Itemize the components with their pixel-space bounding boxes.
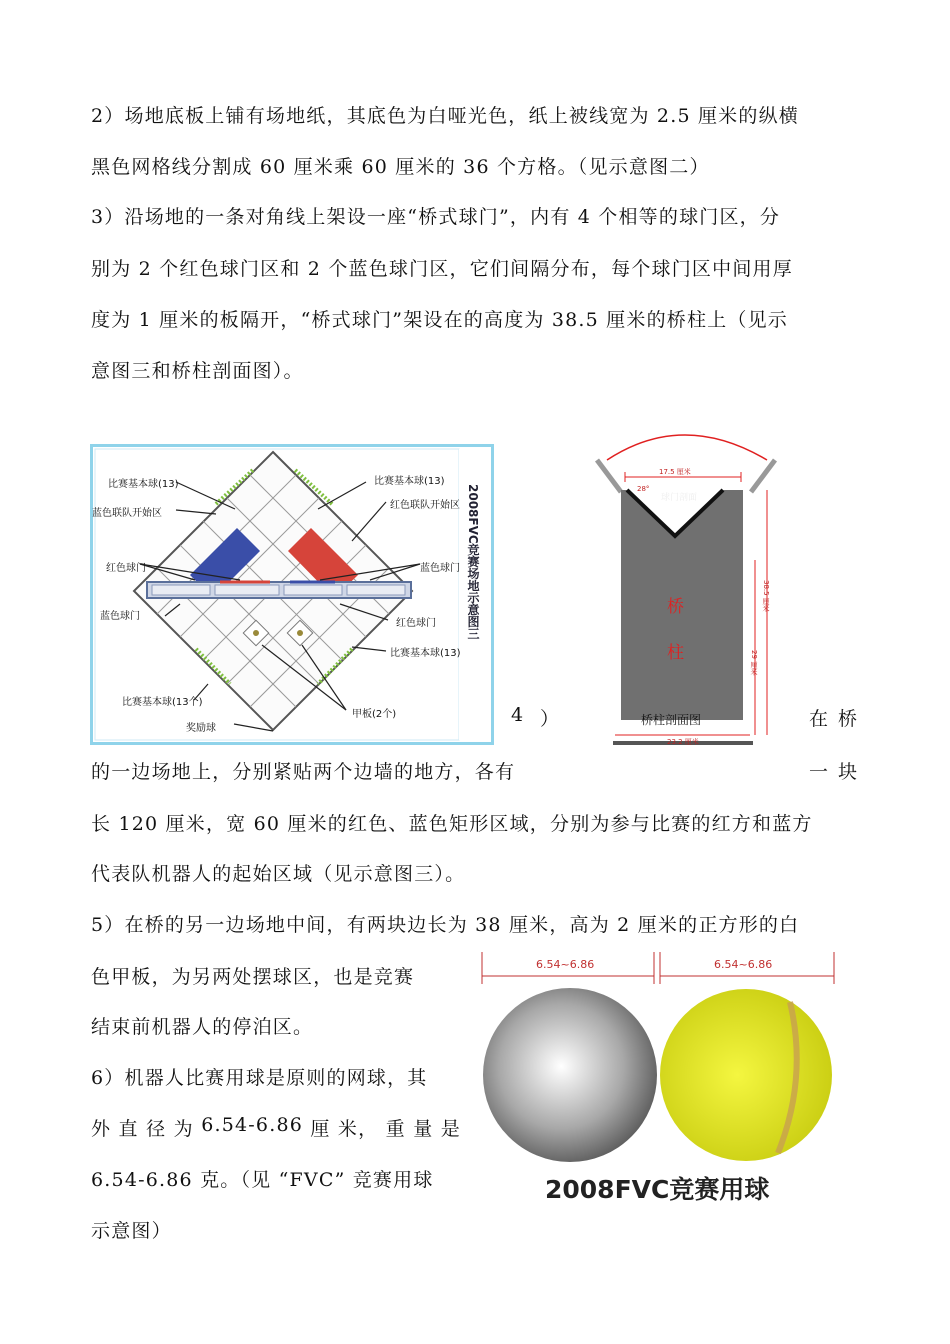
p4-number: 4: [511, 704, 524, 726]
label-red-goal-left: 红色球门: [106, 563, 146, 574]
p4-line2-end-a: 一: [809, 761, 829, 783]
pillar-dim-height-total: 38.5 厘米: [762, 580, 770, 612]
pillar-dim-small-angle: 28°: [637, 485, 650, 493]
p6-word: 外: [91, 1118, 112, 1140]
p4-line3: 长 120 厘米，宽 60 厘米的红色、蓝色矩形区域，分别为参与比赛的红方和蓝方: [91, 813, 813, 835]
label-reward-ball: 奖励球: [186, 723, 216, 734]
label-basic-ball-br: 比赛基本球(13): [390, 648, 461, 659]
p3-line1: 3）沿场地的一条对角线上架设一座“桥式球门”，内有 4 个相等的球门区，分: [91, 206, 781, 228]
p4-line1-end-b: 桥: [838, 708, 858, 730]
p6-word: 厘: [310, 1118, 331, 1140]
field-diagram: [90, 444, 494, 745]
p6-word: 为: [173, 1118, 194, 1140]
balls-svg: [478, 948, 840, 1168]
balls-dim-right: 6.54~6.86: [714, 958, 773, 971]
p5-line1: 5）在桥的另一边场地中间，有两块边长为 38 厘米，高为 2 厘米的正方形的白: [91, 914, 800, 936]
p3-line3: 度为 1 厘米的板隔开，“桥式球门”架设在的高度为 38.5 厘米的桥柱上（见示: [91, 309, 788, 331]
balls-caption: 2008FVC竞赛用球: [545, 1175, 770, 1204]
p6-word: 直: [118, 1118, 139, 1140]
p6-word: 径: [146, 1118, 167, 1140]
pillar-text-pillar: 柱: [667, 643, 684, 663]
tennis-ball: [660, 989, 832, 1161]
label-blue-start: 蓝色联队开始区: [92, 508, 162, 519]
label-basic-ball-bl: 比赛基本球(13个): [122, 697, 203, 708]
p6-word: 量: [413, 1118, 434, 1140]
pillar-goal-section-label: 球门剖面: [661, 493, 698, 503]
label-deck: 甲板(2个): [352, 709, 397, 720]
pillar-angle: 90 °: [667, 501, 693, 515]
label-blue-goal-left: 蓝色球门: [100, 611, 140, 622]
label-red-start: 红色联队开始区: [390, 500, 460, 511]
pillar-dim-height-lower: 29 厘米: [750, 650, 758, 676]
balls-figure: [478, 948, 840, 1198]
balls-dim-left: 6.54~6.86: [536, 958, 595, 971]
p4-line2-end-b: 块: [838, 761, 858, 783]
field-diagram-title: 2008FVC竞赛场地示意图三: [466, 484, 480, 640]
pillar-text-bridge: 桥: [667, 597, 684, 617]
label-basic-ball-tr: 比赛基本球(13): [374, 476, 445, 487]
p3-line4: 意图三和桥柱剖面图）。: [91, 360, 304, 382]
pillar-dim-base: 23.2 厘米: [667, 738, 699, 746]
p5-line3: 结束前机器人的停泊区。: [91, 1016, 314, 1038]
p6-word: 是: [440, 1118, 461, 1140]
p6-word: 6.54-6.86: [201, 1114, 304, 1136]
gray-ball: [483, 988, 657, 1162]
p6-line1: 6）机器人比赛用球是原则的网球，其: [91, 1067, 428, 1089]
p5-line2: 色甲板，为另两处摆球区，也是竞赛: [91, 966, 415, 988]
p2-line1: 2）场地底板上铺有场地纸，其底色为白哑光色，纸上被线宽为 2.5 厘米的纵横: [91, 105, 799, 127]
label-basic-ball-tl: 比赛基本球(13): [108, 479, 179, 490]
p3-line2: 别为 2 个红色球门区和 2 个蓝色球门区，它们间隔分布，每个球门区中间用厚: [91, 258, 793, 280]
pillar-dim-top: 17.5 厘米: [659, 468, 691, 476]
label-blue-goal-right: 蓝色球门: [420, 563, 460, 574]
p2-line2: 黑色网格线分割成 60 厘米乘 60 厘米的 36 个方格。（见示意图二）: [91, 156, 710, 178]
pillar-diagram: [595, 420, 780, 755]
bridge-goal: [147, 582, 411, 598]
p6-line3: 6.54-6.86 克。（见 “FVC” 竞赛用球: [91, 1169, 434, 1191]
p4-paren: ）: [540, 708, 560, 730]
p4-line1-end-a: 在: [809, 708, 829, 730]
p6-line2: [91, 1114, 461, 1141]
p6-line4: 示意图）: [91, 1220, 172, 1242]
p4-line2: 的一边场地上，分别紧贴两个边墙的地方，各有: [91, 761, 516, 783]
p6-word: 米，: [337, 1118, 379, 1140]
p6-word: 重: [385, 1118, 406, 1140]
label-red-goal-right: 红色球门: [396, 618, 436, 629]
pillar-caption: 桥柱剖面图: [641, 713, 702, 727]
p4-line4: 代表队机器人的起始区域（见示意图三）。: [91, 863, 466, 885]
